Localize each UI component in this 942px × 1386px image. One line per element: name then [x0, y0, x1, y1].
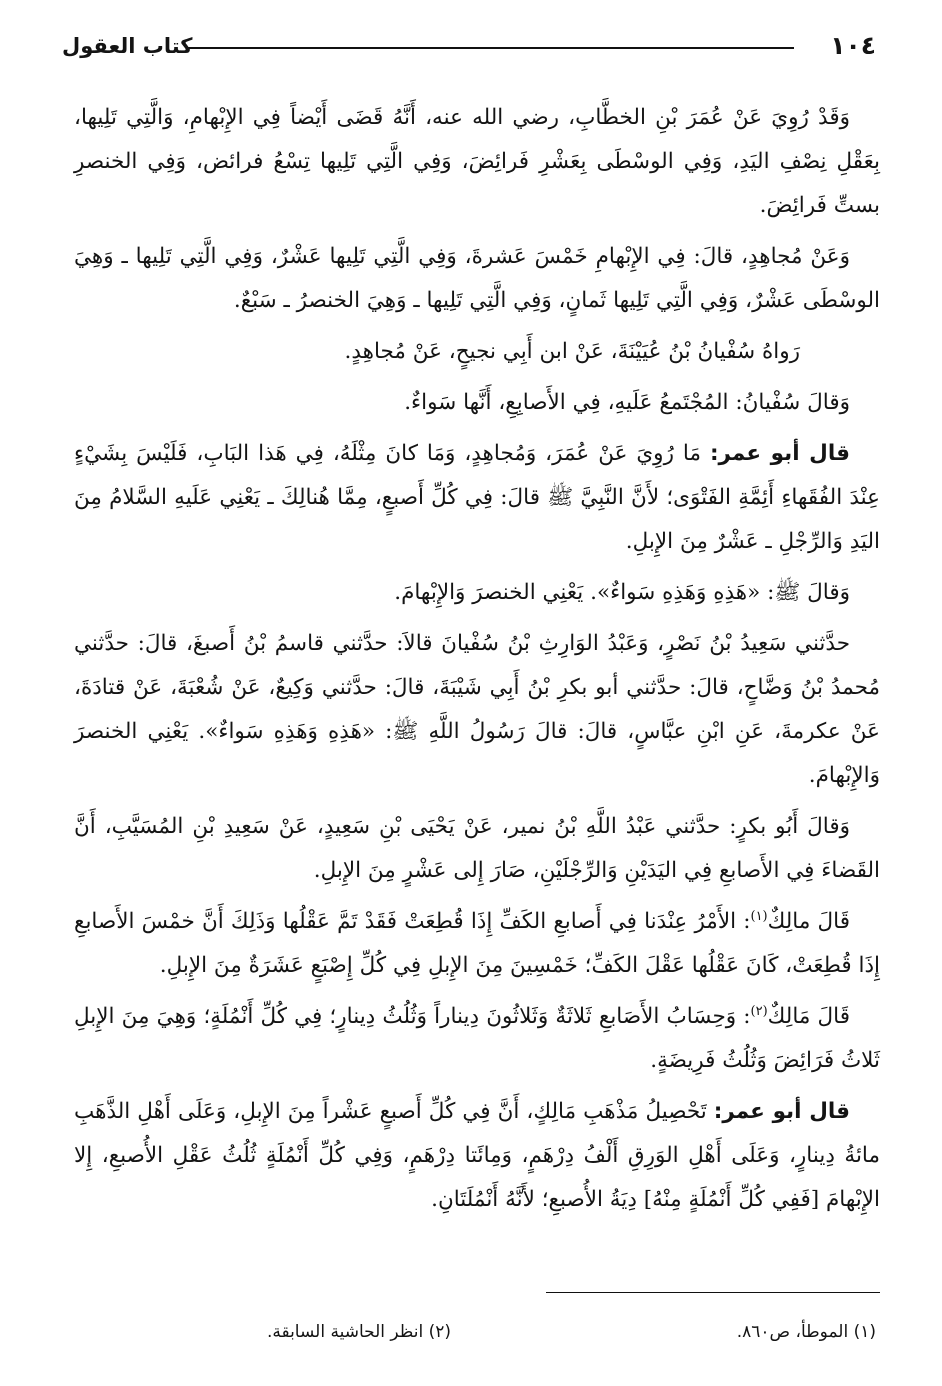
paragraph: وَقَدْ رُوِيَ عَنْ عُمَرَ بْنِ الخطَّابِ، رضي الله عنه، أَنَّهُ قَضَى أَيْضاً فِي الإِبْهامِ، وَالَّتِي تَلِيها، بِعَقْلِ نِصْفِ اليَدِ، وَفِي الوسْطَى بِعَشْرِ فَرائِضَ، وَفِي الَّتِي تَلِيها تِسْعُ فرائض، وَفِي الخنصرِ بستِّ فَرائِضَ.	[74, 105, 880, 218]
footnote-1: (١) الموطأ، ص٨٦٠.	[736, 1322, 876, 1342]
paragraph: وَقالَ سُفْيانُ: المُجْتَمعُ عَلَيهِ، فِي الأَصابِعِ، أَنَّها سَواءٌ.	[404, 390, 850, 415]
paragraph: وَقالَ ﷺ: «هَذِهِ وَهَذِهِ سَواءٌ». يَعْنِي الخنصرَ وَالإِبْهامَ.	[394, 580, 850, 605]
paragraph: قال أبو عمر: مَا رُوِيَ عَنْ عُمَرَ، وَمُجاهِدٍ، وَمَا كانَ مِثْلَهُ، فِي هَذا البَابِ، فَلَيْسَ بِشَيْءٍ عِنْدَ الفُقَهاءِ أَئِمَّةِ الفَتْوَى؛ لأَنَّ النَّبِيَّ ﷺ قالَ: فِي كُلِّ أَصبعٍ، مِمَّا هُنالِكَ ـ يَعْنِي عَلَيهِ السَّلامُ مِنَ اليَدِ وَالرِّجْلِ ـ عَشْرٌ مِنَ الإِبلِ.	[74, 441, 880, 554]
paragraph: قَالَ مالِكٌ$^{(١)}$: الأَمْرُ عِنْدَنا فِي أَصابعِ الكَفِّ إِذَا قُطِعَتْ فَقَدْ تَمَّ عَقْلُها وَذَلِكَ أَنَّ خمْسَ الأَصابعِ إِذَا قُطِعَتْ، كَانَ عَقْلُها عَقْلَ الكَفِّ؛ خَمْسِينَ مِنَ الإِبلِ فِي كُلِّ إِصْبَعٍ عَشَرَةٌ مِنَ الإِبلِ.	[74, 908, 880, 978]
paragraph: حدَّثني سَعِيدُ بْنُ نَصْرٍ، وَعَبْدُ الوَارِثِ بْنُ سُفْيانَ قالاَ: حدَّثني قاسمُ بْنُ أَصبغَ، قالَ: حدَّثني مُحمدُ بْنُ وَضَّاحٍ، قالَ: حدَّثني أبو بكرِ بْنُ أَبِي شَيْبَةَ، قالَ: حدَّثني وَكِيعٌ، عَنْ شُعْبَةَ، عَنْ قتادَةَ، عَنْ عكرمةَ، عَنِ ابْنِ عبَّاسٍ، قالَ: قالَ رَسُولُ اللَّهِ ﷺ: «هَذِهِ وَهَذِهِ سَواءٌ». يَعْنِي الخنصرَ وَالإِبْهامَ.	[74, 631, 880, 788]
paragraph: قَالَ مَالِكٌ$^{(٢)}$: وَحِسَابُ الأَصَابعِ ثَلاثَةٌ وَثَلاثُونَ دِيناراً وَثُلُثُ دِينارٍ؛ فِي كُلِّ أَنْمُلَةٍ؛ وَهِيَ مِنَ الإِبلِ ثَلاثُ فَرَائِضَ وَثُلُثُ فَرِيضَةٍ.	[74, 1003, 880, 1073]
paragraph-lead: قال أبو عمر:	[709, 441, 850, 466]
page-number: ١٠٤	[830, 31, 876, 60]
header-rule	[188, 47, 794, 49]
page-header	[62, 30, 876, 64]
body-text	[74, 96, 880, 1229]
paragraph: وَعَنْ مُجاهِدٍ، قالَ: فِي الإِبْهامِ خَمْسَ عَشرةَ، وَفِي الَّتِي تَلِيها عَشْرٌ، وَفِي الَّتِي تَلِيها ـ وَهِيَ الوسْطَى عَشْرٌ، وَفِي الَّتِي تَلِيها ثَمانٍ، وَفِي الَّتِي تَلِيها ـ وَهِيَ الخنصرُ ـ سَبْعٌ.	[74, 244, 880, 313]
running-title: كتاب العقول	[62, 34, 193, 58]
paragraph: قال أبو عمر: تَحْصِيلُ مَذْهَبِ مَالِكٍ، أَنَّ فِي كُلِّ أَصبعٍ عَشْراً مِنَ الإِبلِ، وَعَلَى أَهْلِ الذَّهَبِ مائةُ دِينارٍ، وَعَلَى أَهْلِ الوَرِقِ أَلْفُ دِرْهَمٍ، وَمِائَتا دِرْهَمٍ، وَفِي كُلِّ أَنْمُلَةٍ ثُلُثُ عَقْلِ الأُصبعِ، إِلا الإِبْهامَ [فَفِي كُلِّ أَنْمُلَةٍ مِنْهُ] دِيَةُ الأُصبعِ؛ لأَنَّهُ أَنْمُلَتَانِ.	[74, 1099, 880, 1212]
paragraph: وَقالَ أَبُو بكرٍ: حدَّثني عَبْدُ اللَّهِ بْنُ نمير، عَنْ يَحْيَى بْنِ سَعِيدٍ، عَنْ سَعِيدِ بْنِ المُسَيَّبِ، أَنَّ القَضاءَ فِي الأَصابعِ فِي اليَدَيْنِ وَالرِّجْلَيْنِ، صَارَ إِلى عَشْرٍ مِنَ الإِبلِ.	[74, 814, 880, 883]
footnote-separator	[546, 1292, 880, 1293]
footnotes	[80, 1318, 876, 1348]
footnote-marker[interactable]: (٢)	[750, 1003, 768, 1019]
footnote-2: (٢) انظر الحاشية السابقة.	[266, 1322, 451, 1342]
footnote-marker[interactable]: (١)	[750, 908, 768, 924]
paragraph: رَواهُ سُفْيانُ بْنُ عُيَيْنَةَ، عَنْ ابن أَبِي نجيحٍ، عَنْ مُجاهِدٍ.	[344, 339, 800, 364]
paragraph-lead: قال أبو عمر:	[713, 1099, 851, 1124]
